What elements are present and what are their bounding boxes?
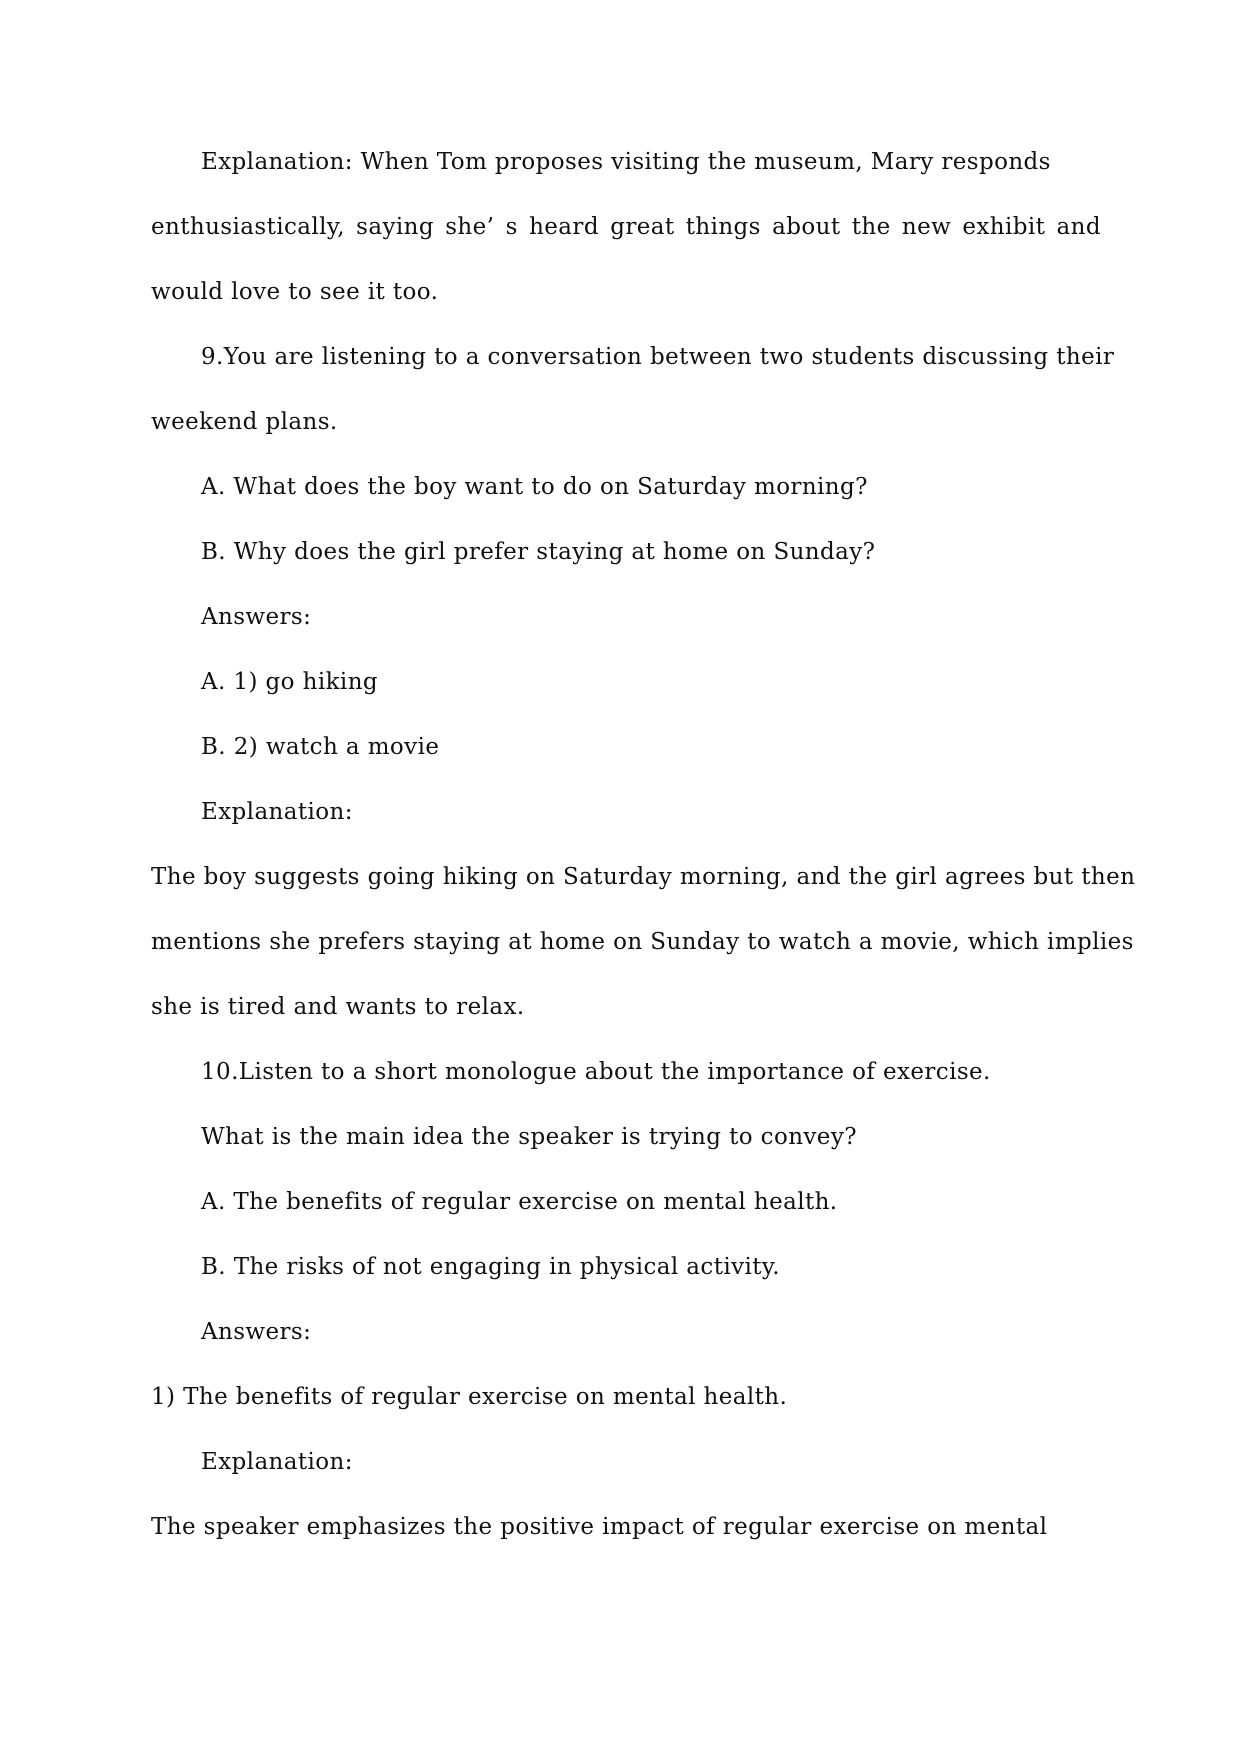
question-9-explanation-line-1: The boy suggests going hiking on Saturday morning, and the girl agrees but then: [151, 864, 1136, 890]
question-10-option-a: A. The benefits of regular exercise on mental health.: [201, 1189, 838, 1215]
question-9-explanation-heading: Explanation:: [201, 799, 353, 825]
question-9-line-1: 9.You are listening to a conversation between two students discussing their: [201, 344, 1115, 370]
question-9-option-a: A. What does the boy want to do on Saturday morning?: [201, 474, 868, 500]
question-10-question: What is the main idea the speaker is trying to convey?: [201, 1124, 857, 1150]
question-9-answer-a: A. 1) go hiking: [201, 669, 379, 695]
explanation-museum-line-3: would love to see it too.: [151, 279, 439, 305]
question-9-option-b: B. Why does the girl prefer staying at home on Sunday?: [201, 539, 876, 565]
question-10-option-b: B. The risks of not engaging in physical activity.: [201, 1254, 780, 1280]
question-9-answer-b: B. 2) watch a movie: [201, 734, 440, 760]
explanation-museum-line-1: Explanation: When Tom proposes visiting the museum, Mary responds: [201, 149, 1051, 175]
question-9-explanation-line-2: mentions she prefers staying at home on Sunday to watch a movie, which implies: [151, 929, 1134, 955]
question-9-line-2: weekend plans.: [151, 409, 338, 435]
document-body: [151, 144, 1136, 1574]
question-10-explanation-line-1: The speaker emphasizes the positive impact of regular exercise on mental: [151, 1514, 1048, 1540]
question-10-answers-heading: Answers:: [201, 1319, 312, 1345]
question-9-explanation-line-3: she is tired and wants to relax.: [151, 994, 525, 1020]
explanation-museum-line-2: enthusiastically, saying she’ s heard great things about the new exhibit and: [151, 214, 1101, 240]
question-10-explanation-heading: Explanation:: [201, 1449, 353, 1475]
question-9-answers-heading: Answers:: [201, 604, 312, 630]
question-10-prompt: 10.Listen to a short monologue about the importance of exercise.: [201, 1059, 991, 1085]
question-10-answer: 1) The benefits of regular exercise on mental health.: [151, 1384, 788, 1410]
